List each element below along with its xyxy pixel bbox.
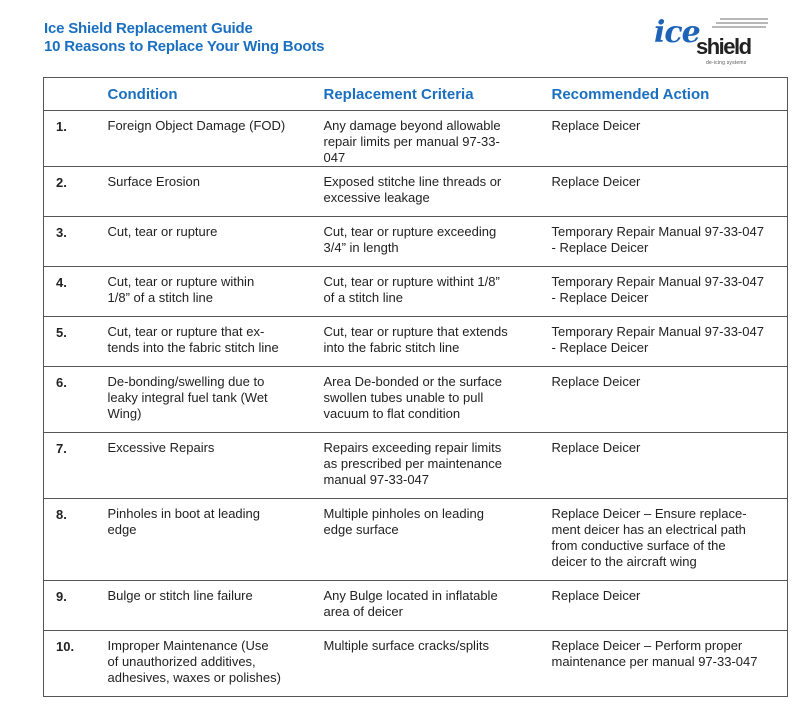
document-title: Ice Shield Replacement Guide [44, 20, 253, 37]
row-number: 1. [44, 111, 108, 167]
criteria-cell-line: Multiple pinholes on leading [323, 506, 484, 521]
row-number: 10. [44, 631, 108, 697]
condition-cell [108, 111, 324, 167]
table-row [44, 433, 788, 499]
row-number: 5. [44, 317, 108, 367]
replacement-guide-table [43, 77, 788, 697]
document-subtitle: 10 Reasons to Replace Your Wing Boots [44, 38, 325, 55]
condition-cell-line: De-bonding/swelling due to [107, 374, 265, 389]
condition-cell-line: Bulge or stitch line failure [107, 588, 253, 603]
row-number: 9. [44, 581, 108, 631]
criteria-cell-line: Any Bulge located in inflatable [323, 588, 498, 603]
column-header-criteria: Replacement Criteria [324, 78, 552, 111]
criteria-cell [324, 317, 552, 367]
condition-cell-line: Foreign Object Damage (FOD) [107, 118, 286, 133]
action-cell-line: Replace Deicer [551, 374, 641, 389]
condition-cell-line: Cut, tear or rupture that ex- [107, 324, 265, 339]
action-cell-line: Replace Deicer [551, 118, 641, 133]
logo-tagline: de-icing systems [706, 60, 747, 66]
criteria-cell-line: edge surface [323, 522, 399, 537]
criteria-cell-line: as prescribed per maintenance [323, 456, 502, 471]
action-cell [552, 267, 788, 317]
action-cell-line: Temporary Repair Manual 97-33-047 [551, 274, 764, 289]
condition-cell-line: leaky integral fuel tank (Wet [107, 390, 268, 405]
table-row [44, 111, 788, 167]
criteria-cell-line: of a stitch line [323, 290, 403, 305]
table-row [44, 631, 788, 697]
criteria-cell-line: repair limits per manual 97-33- [323, 134, 500, 149]
criteria-cell [324, 111, 552, 167]
criteria-cell [324, 433, 552, 499]
column-header-action: Recommended Action [552, 78, 788, 111]
criteria-cell [324, 167, 552, 217]
table-row [44, 167, 788, 217]
criteria-cell [324, 581, 552, 631]
criteria-cell [324, 217, 552, 267]
table-header-row [44, 78, 788, 111]
criteria-cell-line: Any damage beyond allowable [323, 118, 501, 133]
action-cell-line: Temporary Repair Manual 97-33-047 [551, 224, 764, 239]
condition-cell [108, 167, 324, 217]
criteria-cell-line: Cut, tear or rupture exceeding [323, 224, 497, 239]
column-header-number [44, 78, 108, 111]
logo-word-ice: ice [654, 15, 700, 50]
condition-cell-line: of unauthorized additives, [107, 654, 256, 669]
page-header [44, 20, 324, 56]
row-number: 7. [44, 433, 108, 499]
criteria-cell-line: 3/4” in length [323, 240, 399, 255]
criteria-cell-line: area of deicer [323, 604, 403, 619]
row-number: 6. [44, 367, 108, 433]
condition-cell [108, 499, 324, 581]
condition-cell-line: tends into the fabric stitch line [107, 340, 279, 355]
criteria-cell-line: Exposed stitche line threads or [323, 174, 502, 189]
action-cell-line: Replace Deicer – Perform proper [551, 638, 743, 653]
condition-cell [108, 631, 324, 697]
action-cell [552, 367, 788, 433]
action-cell [552, 631, 788, 697]
condition-cell-line: Surface Erosion [107, 174, 200, 189]
criteria-cell-line: Cut, tear or rupture that extends [323, 324, 508, 339]
criteria-cell [324, 631, 552, 697]
condition-cell [108, 581, 324, 631]
table-row [44, 267, 788, 317]
action-cell [552, 111, 788, 167]
action-cell-line: Temporary Repair Manual 97-33-047 [551, 324, 764, 339]
row-number: 4. [44, 267, 108, 317]
condition-cell [108, 367, 324, 433]
action-cell-line: ment deicer has an electrical path [551, 522, 746, 537]
criteria-cell [324, 367, 552, 433]
condition-cell-line: Cut, tear or rupture within [107, 274, 255, 289]
criteria-cell-line: into the fabric stitch line [323, 340, 460, 355]
action-cell [552, 433, 788, 499]
condition-cell-line: adhesives, waxes or polishes) [107, 670, 281, 685]
condition-cell-line: edge [107, 522, 137, 537]
table-row [44, 367, 788, 433]
action-cell-line: Replace Deicer [551, 588, 641, 603]
criteria-cell-line: excessive leakage [323, 190, 430, 205]
action-cell [552, 581, 788, 631]
column-header-condition: Condition [108, 78, 324, 111]
logo-stripes [710, 18, 768, 30]
criteria-cell-line: manual 97-33-047 [323, 472, 430, 487]
row-number: 2. [44, 167, 108, 217]
action-cell [552, 317, 788, 367]
table-row [44, 581, 788, 631]
ice-shield-logo [648, 14, 770, 64]
action-cell-line: - Replace Deicer [551, 290, 649, 305]
criteria-cell-line: 047 [323, 150, 346, 165]
condition-cell-line: Pinholes in boot at leading [107, 506, 261, 521]
condition-cell [108, 433, 324, 499]
condition-cell [108, 267, 324, 317]
criteria-cell [324, 499, 552, 581]
action-cell [552, 217, 788, 267]
criteria-cell [324, 267, 552, 317]
action-cell-line: Replace Deicer – Ensure replace- [551, 506, 747, 521]
logo-word-shield: shield [696, 34, 751, 59]
table-row [44, 499, 788, 581]
criteria-cell-line: swollen tubes unable to pull [323, 390, 484, 405]
action-cell-line: - Replace Deicer [551, 240, 649, 255]
condition-cell-line: 1/8” of a stitch line [107, 290, 213, 305]
criteria-cell-line: Cut, tear or rupture withint 1/8” [323, 274, 500, 289]
condition-cell [108, 317, 324, 367]
condition-cell-line: Wing) [107, 406, 142, 421]
criteria-cell-line: Multiple surface cracks/splits [323, 638, 489, 653]
table-row [44, 317, 788, 367]
action-cell-line: deicer to the aircraft wing [551, 554, 697, 569]
criteria-cell-line: vacuum to flat condition [323, 406, 461, 421]
criteria-cell-line: Repairs exceeding repair limits [323, 440, 502, 455]
action-cell-line: Replace Deicer [551, 174, 641, 189]
action-cell-line: - Replace Deicer [551, 340, 649, 355]
condition-cell-line: Excessive Repairs [107, 440, 215, 455]
condition-cell-line: Improper Maintenance (Use [107, 638, 269, 653]
row-number: 3. [44, 217, 108, 267]
action-cell-line: maintenance per manual 97-33-047 [551, 654, 758, 669]
row-number: 8. [44, 499, 108, 581]
action-cell-line: from conductive surface of the [551, 538, 726, 553]
action-cell [552, 499, 788, 581]
action-cell-line: Replace Deicer [551, 440, 641, 455]
criteria-cell-line: Area De-bonded or the surface [323, 374, 502, 389]
table-row [44, 217, 788, 267]
action-cell [552, 167, 788, 217]
condition-cell-line: Cut, tear or rupture [107, 224, 218, 239]
condition-cell [108, 217, 324, 267]
